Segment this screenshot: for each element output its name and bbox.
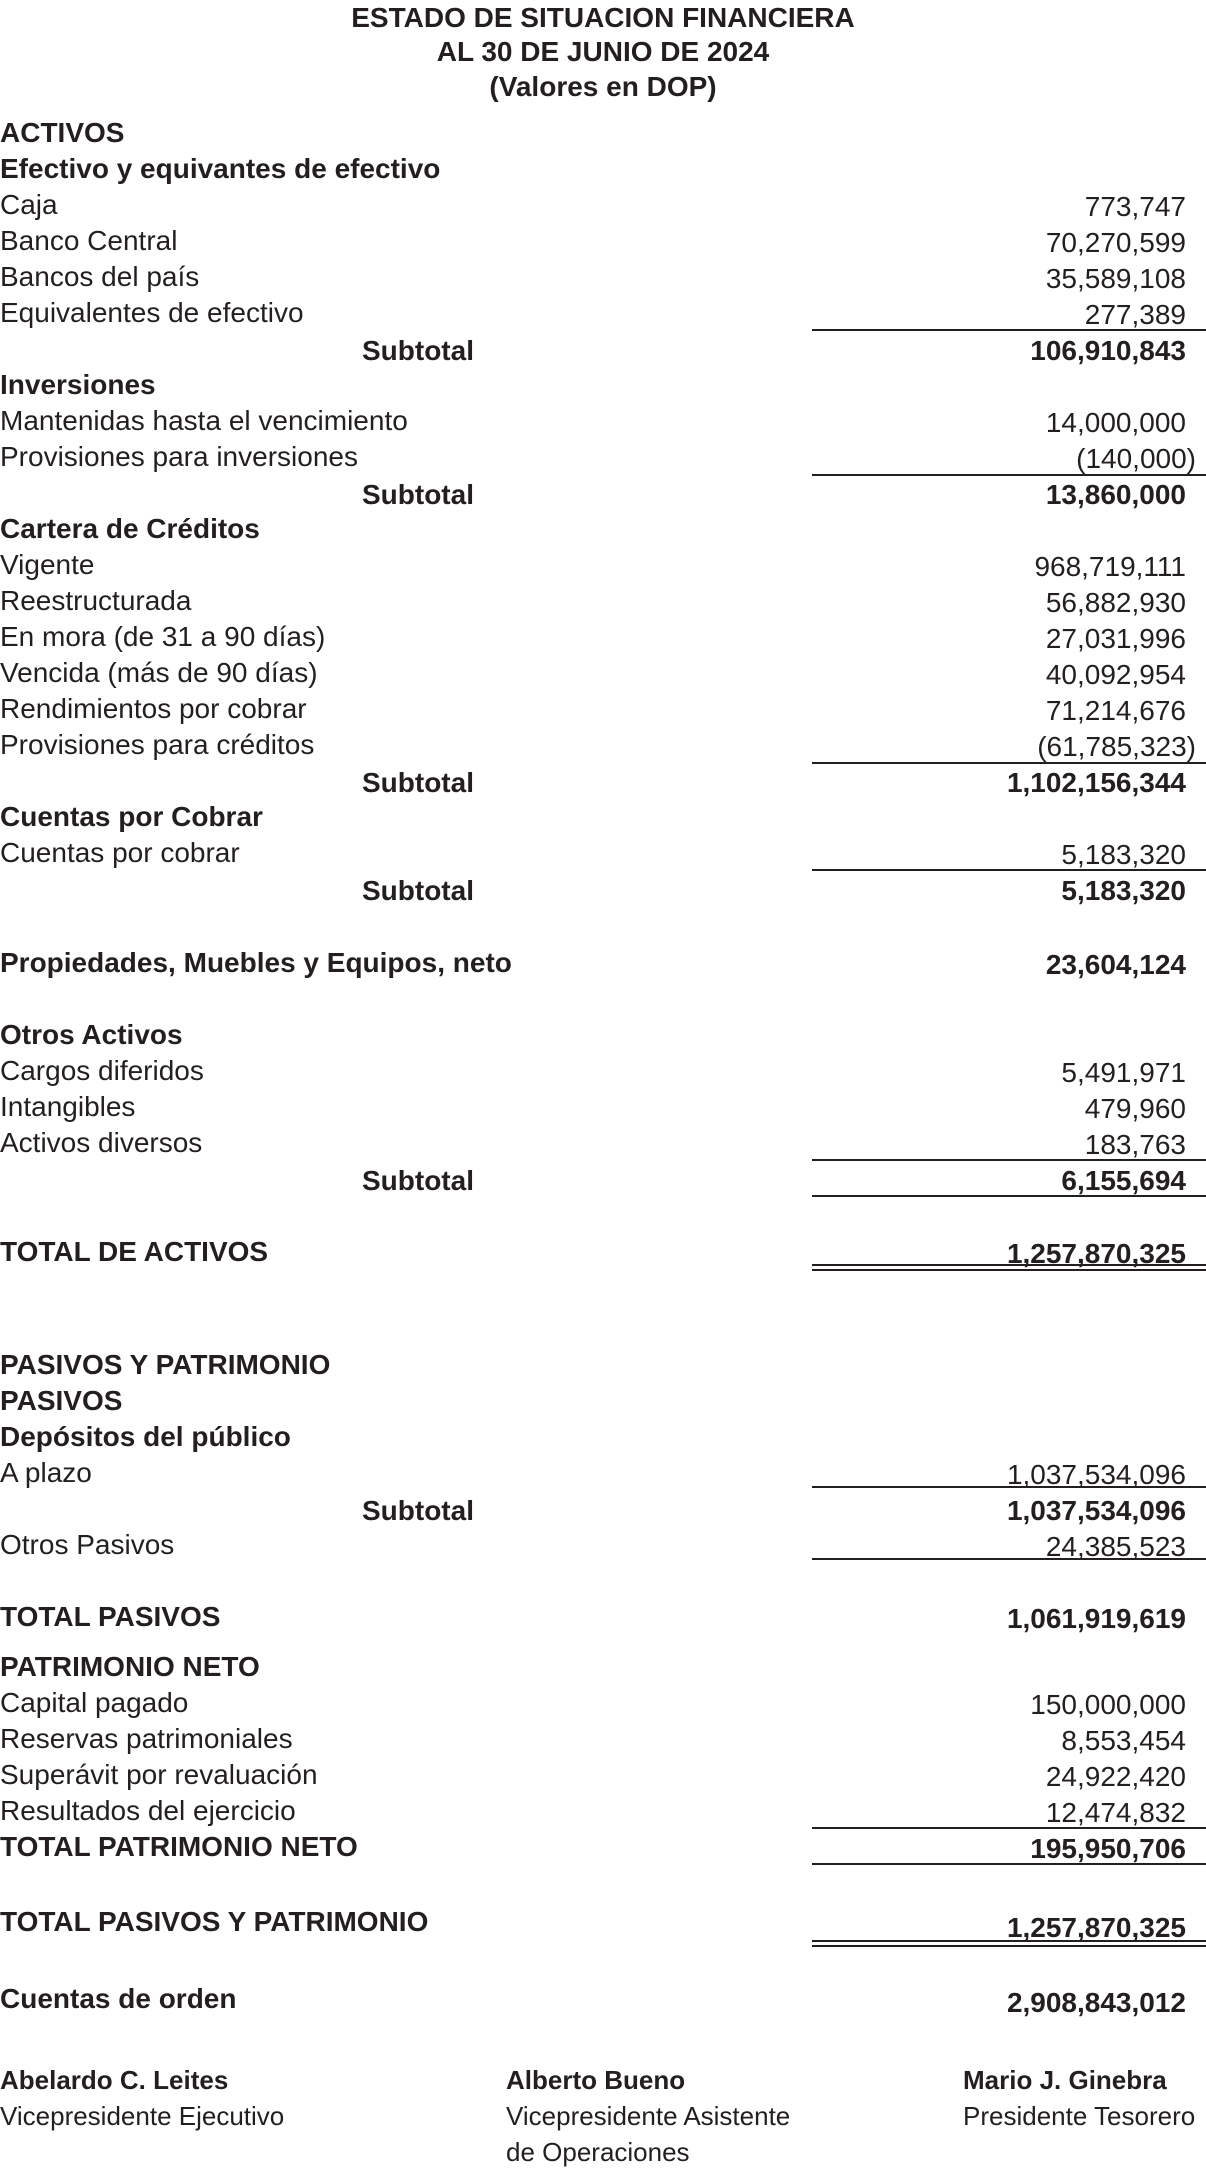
line-value: 27,031,996 <box>1045 623 1186 654</box>
line-label: Superávit por revaluación <box>0 1759 318 1790</box>
line-value: 70,270,599 <box>1045 227 1186 258</box>
signature-title-line2: de Operaciones <box>506 2137 690 2167</box>
subtotal-row <box>0 1161 1206 1197</box>
line-item <box>0 187 1206 223</box>
line-item <box>0 547 1206 583</box>
line-label: Reestructurada <box>0 585 192 616</box>
subtotal-label: Subtotal <box>362 1165 474 1196</box>
subtotal-label: Subtotal <box>362 875 474 906</box>
propiedades-label: Propiedades, Muebles y Equipos, neto <box>0 947 512 978</box>
line-value: 24,385,523 <box>1045 1531 1186 1562</box>
line-value: 1,037,534,096 <box>1006 1459 1186 1490</box>
double-rule <box>812 1940 1206 1947</box>
line-label: Vencida (más de 90 días) <box>0 657 318 688</box>
line-item <box>0 945 1206 981</box>
cartera-heading: Cartera de Créditos <box>0 513 260 544</box>
subtotal-row <box>0 763 1206 799</box>
section-heading <box>0 1347 1206 1383</box>
line-value: 35,589,108 <box>1045 263 1186 294</box>
line-label: Cargos diferidos <box>0 1055 204 1086</box>
line-value: 5,491,971 <box>1061 1057 1186 1088</box>
line-value: 277,389 <box>1084 299 1186 330</box>
statement-currency: (Valores en DOP) <box>489 71 717 102</box>
total-row <box>0 1904 1206 1943</box>
line-item <box>0 583 1206 619</box>
signature-title: Vicepresidente Asistente <box>506 2101 791 2131</box>
group-heading <box>0 367 1206 403</box>
cuentas-orden-value: 2,908,843,012 <box>1006 1987 1186 2018</box>
depositos-heading: Depósitos del público <box>0 1421 291 1452</box>
line-item <box>0 403 1206 439</box>
line-value: 5,183,320 <box>1061 839 1186 870</box>
activos-heading: ACTIVOS <box>0 117 125 148</box>
line-item <box>0 1685 1206 1721</box>
line-value: 8,553,454 <box>1061 1725 1186 1756</box>
line-label: Otros Pasivos <box>0 1529 175 1560</box>
subtotal-rule <box>812 1195 1206 1197</box>
line-item <box>0 439 1206 475</box>
section-heading <box>0 1383 1206 1419</box>
subtotal-value: 106,910,843 <box>1030 335 1186 366</box>
group-heading <box>0 799 1206 835</box>
line-item <box>0 1089 1206 1125</box>
signature-name: Abelardo C. Leites <box>0 2065 229 2095</box>
line-label: Resultados del ejercicio <box>0 1795 296 1826</box>
line-label: Provisiones para inversiones <box>0 441 358 472</box>
line-label: En mora (de 31 a 90 días) <box>0 621 326 652</box>
statement-title: ESTADO DE SITUACION FINANCIERA <box>351 2 855 33</box>
line-item <box>0 1757 1206 1793</box>
subtotal-label: Subtotal <box>362 1495 474 1526</box>
line-item <box>0 691 1206 727</box>
signature-title: Vicepresidente Ejecutivo <box>0 2101 285 2131</box>
cuentas-cobrar-heading: Cuentas por Cobrar <box>0 801 263 832</box>
line-label: Bancos del país <box>0 261 200 292</box>
line-value: (61,785,323) <box>1037 731 1196 762</box>
line-item <box>0 727 1206 763</box>
subtotal-value: 1,037,534,096 <box>1006 1495 1186 1526</box>
line-label: Reservas patrimoniales <box>0 1723 293 1754</box>
line-value: 150,000,000 <box>1030 1689 1186 1720</box>
line-label: A plazo <box>0 1457 92 1488</box>
total-row <box>0 1981 1206 2017</box>
statement-date: AL 30 DE JUNIO DE 2024 <box>436 36 770 67</box>
line-item <box>0 619 1206 655</box>
line-item <box>0 259 1206 295</box>
line-item <box>0 655 1206 691</box>
total-patrimonio-value: 195,950,706 <box>1030 1833 1186 1864</box>
inversiones-heading: Inversiones <box>0 369 156 400</box>
otros-activos-heading: Otros Activos <box>0 1019 183 1050</box>
line-value: (140,000) <box>1076 443 1196 474</box>
line-value: 773,747 <box>1084 191 1186 222</box>
group-heading <box>0 511 1206 547</box>
line-label: Provisiones para créditos <box>0 729 315 760</box>
subtotal-rule <box>812 1486 1206 1488</box>
cuentas-orden-label: Cuentas de orden <box>0 1983 237 2014</box>
signature-name: Mario J. Ginebra <box>963 2065 1167 2095</box>
pasivos-heading: PASIVOS <box>0 1385 123 1416</box>
subtotal-label: Subtotal <box>362 335 474 366</box>
subtotal-label: Subtotal <box>362 767 474 798</box>
section-heading <box>0 115 1206 151</box>
total-row <box>0 1829 1206 1865</box>
line-item <box>0 1125 1206 1161</box>
subtotal-label: Subtotal <box>362 479 474 510</box>
group-heading <box>0 1419 1206 1455</box>
line-label: Intangibles <box>0 1091 136 1122</box>
line-item <box>0 1721 1206 1757</box>
double-rule <box>812 1264 1206 1271</box>
line-item <box>0 223 1206 259</box>
line-value: 40,092,954 <box>1045 659 1186 690</box>
pasivos-patrimonio-heading: PASIVOS Y PATRIMONIO <box>0 1349 331 1380</box>
line-item <box>0 835 1206 871</box>
subtotal-value: 13,860,000 <box>1045 479 1186 510</box>
subtotal-row <box>0 331 1206 367</box>
propiedades-value: 23,604,124 <box>1045 949 1186 980</box>
total-pasivos-patrimonio-label: TOTAL PASIVOS Y PATRIMONIO <box>0 1906 429 1937</box>
efectivo-heading: Efectivo y equivantes de efectivo <box>0 153 441 184</box>
total-pasivos-label: TOTAL PASIVOS <box>0 1601 221 1632</box>
group-heading <box>0 1017 1206 1053</box>
line-label: Banco Central <box>0 225 178 256</box>
line-label: Activos diversos <box>0 1127 203 1158</box>
total-pasivos-patrimonio-value: 1,257,870,325 <box>1006 1912 1186 1943</box>
subtotal-row <box>0 871 1206 907</box>
line-label: Mantenidas hasta el vencimiento <box>0 405 408 436</box>
signature-title: Presidente Tesorero <box>963 2101 1196 2131</box>
line-value: 14,000,000 <box>1045 407 1186 438</box>
line-value: 12,474,832 <box>1045 1797 1186 1828</box>
line-value: 479,960 <box>1084 1093 1186 1124</box>
line-value: 968,719,111 <box>1034 551 1186 582</box>
line-label: Capital pagado <box>0 1687 189 1718</box>
subtotal-value: 6,155,694 <box>1061 1165 1186 1196</box>
subtotal-rule <box>812 1558 1206 1560</box>
subtotal-rule <box>812 1863 1206 1865</box>
line-label: Rendimientos por cobrar <box>0 693 307 724</box>
subtotal-value: 5,183,320 <box>1061 875 1186 906</box>
group-heading <box>0 151 1206 187</box>
line-item <box>0 1053 1206 1089</box>
line-value: 71,214,676 <box>1045 695 1186 726</box>
line-label: Equivalentes de efectivo <box>0 297 304 328</box>
line-item <box>0 1793 1206 1829</box>
line-label: Cuentas por cobrar <box>0 837 240 868</box>
line-value: 24,922,420 <box>1045 1761 1186 1792</box>
signature-name: Alberto Bueno <box>506 2065 686 2095</box>
subtotal-row <box>0 1491 1206 1527</box>
total-row <box>0 1599 1206 1635</box>
total-activos-label: TOTAL DE ACTIVOS <box>0 1236 269 1267</box>
line-label: Vigente <box>0 549 95 580</box>
total-pasivos-value: 1,061,919,619 <box>1006 1603 1186 1634</box>
line-label: Caja <box>0 189 58 220</box>
subtotal-value: 1,102,156,344 <box>1006 767 1186 798</box>
patrimonio-heading: PATRIMONIO NETO <box>0 1651 260 1682</box>
total-patrimonio-label: TOTAL PATRIMONIO NETO <box>0 1831 358 1862</box>
line-item <box>0 295 1206 331</box>
subtotal-row <box>0 475 1206 511</box>
line-value: 183,763 <box>1084 1129 1186 1160</box>
line-value: 56,882,930 <box>1045 587 1186 618</box>
total-activos-value: 1,257,870,325 <box>1006 1238 1186 1269</box>
group-heading <box>0 1649 1206 1685</box>
